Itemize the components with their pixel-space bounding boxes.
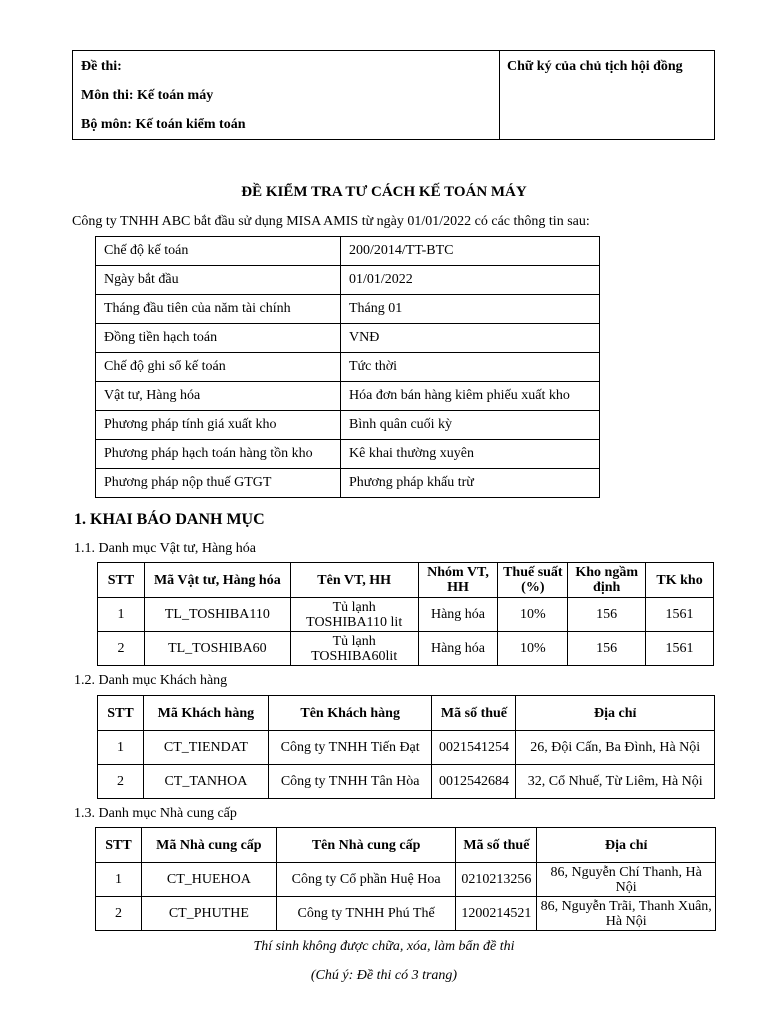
settings-row <box>96 382 600 411</box>
setting-value: Bình quân cuối kỳ <box>341 411 600 440</box>
column-header: Mã Vật tư, Hàng hóa <box>144 563 290 598</box>
settings-row <box>96 266 600 295</box>
column-header: Kho ngầm định <box>568 563 646 598</box>
setting-label: Chế độ kế toán <box>96 237 341 266</box>
table-cell: Công ty TNHH Tân Hòa <box>268 765 432 799</box>
setting-value: Tháng 01 <box>341 295 600 324</box>
exam-info-cell <box>73 51 500 139</box>
table-cell: 32, Cổ Nhuế, Từ Liêm, Hà Nội <box>516 765 715 799</box>
table-cell: 86, Nguyễn Trãi, Thanh Xuân, Hà Nội <box>537 897 716 931</box>
intro-text: Công ty TNHH ABC bắt đầu sử dụng MISA AMIS từ ngày 01/01/2022 có các thông tin sau: <box>72 214 590 229</box>
settings-row <box>96 411 600 440</box>
table-cell: 0021541254 <box>432 731 516 765</box>
exam-warning: Thí sinh không được chữa, xóa, làm bẩn đề thi <box>253 939 515 954</box>
column-header: STT <box>98 563 145 598</box>
column-header: Mã Nhà cung cấp <box>141 828 276 863</box>
exam-subject: Môn thi: Kế toán máy <box>81 88 214 103</box>
customers-heading: 1.2. Danh mục Khách hàng <box>74 673 228 688</box>
setting-value: 01/01/2022 <box>341 266 600 295</box>
column-header: Mã số thuế <box>456 828 537 863</box>
table-row <box>96 897 716 931</box>
table-cell: 156 <box>568 632 646 666</box>
table-cell: Tủ lạnh TOSHIBA60lit <box>290 632 418 666</box>
table-cell: 10% <box>498 598 568 632</box>
table-cell: 1 <box>96 863 142 897</box>
table-row <box>98 765 715 799</box>
exam-label: Đề thi: <box>81 59 122 74</box>
table-cell: 0210213256 <box>456 863 537 897</box>
table-cell: Công ty TNHH Tiến Đạt <box>268 731 432 765</box>
table-cell: TL_TOSHIBA60 <box>144 632 290 666</box>
table-cell: 2 <box>96 897 142 931</box>
products-heading: 1.1. Danh mục Vật tư, Hàng hóa <box>74 541 256 556</box>
table-cell: 156 <box>568 598 646 632</box>
column-header: Mã số thuế <box>432 696 516 731</box>
table-cell: 86, Nguyễn Chí Thanh, Hà Nội <box>537 863 716 897</box>
setting-value: Hóa đơn bán hàng kiêm phiếu xuất kho <box>341 382 600 411</box>
table-cell: Hàng hóa <box>418 632 498 666</box>
signature-label: Chữ ký của chủ tịch hội đồng <box>507 59 683 74</box>
setting-label: Chế độ ghi sổ kế toán <box>96 353 341 382</box>
settings-row <box>96 353 600 382</box>
table-cell: 2 <box>98 765 144 799</box>
table-cell: Hàng hóa <box>418 598 498 632</box>
setting-label: Đồng tiền hạch toán <box>96 324 341 353</box>
setting-value: Tức thời <box>341 353 600 382</box>
column-header: STT <box>98 696 144 731</box>
products-table <box>97 562 714 666</box>
table-cell: CT_PHUTHE <box>141 897 276 931</box>
document-title: ĐỀ KIỂM TRA TƯ CÁCH KẾ TOÁN MÁY <box>241 184 527 200</box>
setting-label: Vật tư, Hàng hóa <box>96 382 341 411</box>
column-header: Tên Khách hàng <box>268 696 432 731</box>
settings-row <box>96 295 600 324</box>
settings-table <box>95 236 600 498</box>
column-header: Tên Nhà cung cấp <box>276 828 456 863</box>
table-row <box>98 632 714 666</box>
table-cell: 1 <box>98 598 145 632</box>
page-count-note: (Chú ý: Đề thi có 3 trang) <box>310 968 458 983</box>
table-cell: 26, Đội Cấn, Ba Đình, Hà Nội <box>516 731 715 765</box>
section-heading: 1. KHAI BÁO DANH MỤC <box>74 511 265 528</box>
table-cell: 2 <box>98 632 145 666</box>
settings-row <box>96 440 600 469</box>
table-row <box>96 863 716 897</box>
suppliers-table <box>95 827 716 931</box>
setting-label: Tháng đầu tiên của năm tài chính <box>96 295 341 324</box>
column-header: Thuế suất (%) <box>498 563 568 598</box>
table-row <box>98 731 715 765</box>
setting-value: VNĐ <box>341 324 600 353</box>
setting-value: Phương pháp khấu trừ <box>341 469 600 498</box>
table-cell: 1200214521 <box>456 897 537 931</box>
column-header: Mã Khách hàng <box>143 696 268 731</box>
column-header: Địa chỉ <box>516 696 715 731</box>
table-cell: Tủ lạnh TOSHIBA110 lit <box>290 598 418 632</box>
table-cell: CT_TIENDAT <box>143 731 268 765</box>
customers-table <box>97 695 715 799</box>
column-header: TK kho <box>646 563 714 598</box>
suppliers-heading: 1.3. Danh mục Nhà cung cấp <box>74 806 237 821</box>
setting-label: Phương pháp nộp thuế GTGT <box>96 469 341 498</box>
table-cell: Công ty TNHH Phú Thế <box>276 897 456 931</box>
setting-label: Phương pháp hạch toán hàng tồn kho <box>96 440 341 469</box>
table-cell: Công ty Cổ phần Huệ Hoa <box>276 863 456 897</box>
column-header: STT <box>96 828 142 863</box>
column-header: Nhóm VT, HH <box>418 563 498 598</box>
settings-row <box>96 324 600 353</box>
column-header: Địa chỉ <box>537 828 716 863</box>
table-cell: CT_HUEHOA <box>141 863 276 897</box>
table-cell: 1561 <box>646 632 714 666</box>
table-cell: 1 <box>98 731 144 765</box>
settings-row <box>96 237 600 266</box>
exam-department: Bộ môn: Kế toán kiểm toán <box>81 117 246 132</box>
exam-header-box <box>72 50 715 140</box>
setting-value: 200/2014/TT-BTC <box>341 237 600 266</box>
setting-label: Phương pháp tính giá xuất kho <box>96 411 341 440</box>
table-cell: 0012542684 <box>432 765 516 799</box>
table-cell: CT_TANHOA <box>143 765 268 799</box>
setting-value: Kê khai thường xuyên <box>341 440 600 469</box>
table-row <box>98 598 714 632</box>
table-cell: TL_TOSHIBA110 <box>144 598 290 632</box>
table-cell: 10% <box>498 632 568 666</box>
table-cell: 1561 <box>646 598 714 632</box>
settings-row <box>96 469 600 498</box>
setting-label: Ngày bắt đầu <box>96 266 341 295</box>
column-header: Tên VT, HH <box>290 563 418 598</box>
